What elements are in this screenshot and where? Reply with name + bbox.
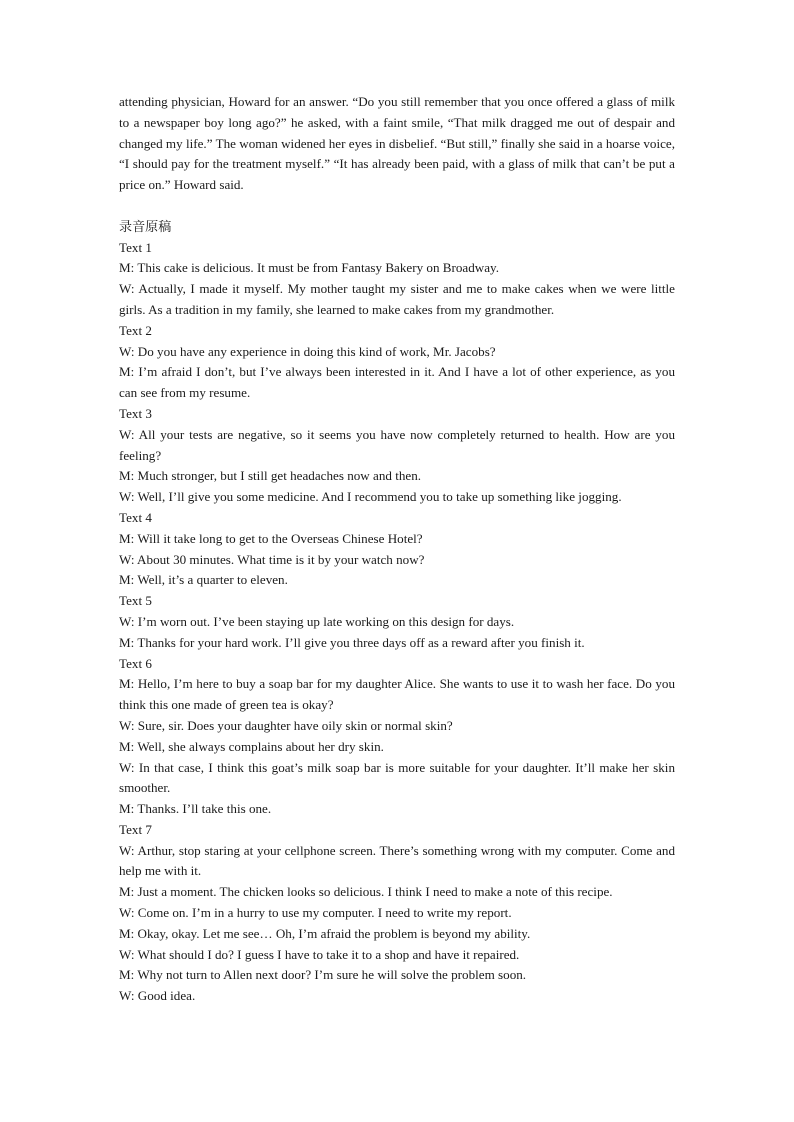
text-label: Text 5 [119,593,152,609]
dialogue-line: W: Arthur, stop staring at your cellphone screen. There’s something wrong with my computer. Come and help me with it. [119,842,675,879]
text-label: Text 3 [119,405,152,421]
dialogue-line: W: Do you have any experience in doing this kind of work, Mr. Jacobs? [119,343,496,359]
intro-paragraph: attending physician, Howard for an answer. “Do you still remember that you once offered a glass of milk to a newspaper boy long ago?” he asked, with a faint smile, “That milk dragged me out of despair and changed my life.” The woman widened her eyes in disbelief. “But still,” finally she said in a hoarse voice, “I should pay for the treatment myself.” “It has already been paid, with a glass of milk that can’t be put a price on.” Howard said. [119,94,675,193]
dialogue-line: W: Come on. I’m in a hurry to use my computer. I need to write my report. [119,905,512,921]
dialogue-line: W: Well, I’ll give you some medicine. And I recommend you to take up something like jogging. [119,489,622,505]
dialogue-line: M: Okay, okay. Let me see… Oh, I’m afraid the problem is beyond my ability. [119,925,531,941]
dialogue-line: M: This cake is delicious. It must be from Fantasy Bakery on Broadway. [119,260,500,276]
text-label: Text 6 [119,655,152,671]
dialogue-line: M: Why not turn to Allen next door? I’m sure he will solve the problem soon. [119,967,527,983]
text-1-section [119,238,675,321]
dialogue-line: M: Well, she always complains about her dry skin. [119,738,384,754]
dialogue-line: W: I’m worn out. I’ve been staying up late working on this design for days. [119,613,515,629]
text-label: Text 2 [119,322,152,338]
text-2-section [119,321,675,404]
dialogue-line: M: Much stronger, but I still get headaches now and then. [119,468,422,484]
dialogue-line: M: I’m afraid I don’t, but I’ve always been interested in it. And I have a lot of other experience, as you can see from my resume. [119,364,675,401]
text-7-section [119,820,675,1007]
dialogue-line: M: Well, it’s a quarter to eleven. [119,572,288,588]
text-label: Text 1 [119,239,152,255]
text-label: Text 4 [119,509,152,525]
dialogue-line: M: Just a moment. The chicken looks so delicious. I think I need to make a note of this recipe. [119,884,613,900]
text-5-section [119,591,675,653]
dialogue-line: W: Sure, sir. Does your daughter have oily skin or normal skin? [119,717,453,733]
text-6-section [119,654,675,820]
dialogue-line: W: Actually, I made it myself. My mother taught my sister and me to make cakes when we were little girls. As a tradition in my family, she learned to make cakes from my grandmother. [119,281,675,317]
dialogue-line: W: In that case, I think this goat’s milk soap bar is more suitable for your daughter. It’ll make her skin smoother. [119,759,675,796]
dialogue-line: M: Thanks for your hard work. I’ll give you three days off as a reward after you finish it. [119,634,585,650]
text-3-section [119,404,675,508]
dialogue-line: M: Thanks. I’ll take this one. [119,801,272,817]
text-label: Text 7 [119,821,152,837]
document-page [119,92,675,1007]
dialogue-line: W: What should I do? I guess I have to take it to a shop and have it repaired. [119,946,520,962]
dialogue-line: W: All your tests are negative, so it seems you have now completely returned to health. How are you feeling? [119,426,675,463]
dialogue-line: M: Will it take long to get to the Overseas Chinese Hotel? [119,530,423,546]
text-4-section [119,508,675,591]
transcript-heading: 录音原稿 [119,218,172,234]
dialogue-line: W: Good idea. [119,988,196,1004]
dialogue-line: M: Hello, I’m here to buy a soap bar for my daughter Alice. She wants to use it to wash her face. Do you think this one made of green tea is okay? [119,676,675,713]
dialogue-line: W: About 30 minutes. What time is it by your watch now? [119,551,425,567]
